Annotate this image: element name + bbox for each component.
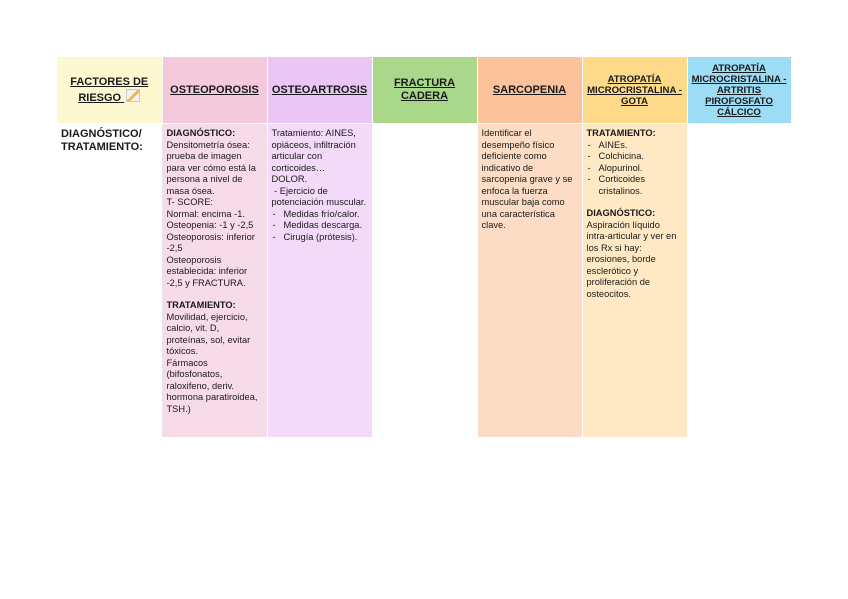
osteoporosis-cell: DIAGNÓSTICO: Densitometría ósea: prueba de imagen para ver cómo está la persona a nivel de masa ósea. T- SCORE: Normal: encima -1. Osteopenia: -1 y -2,5 Osteoporosis: inferior -2,5 Osteoporosis establecida: inferior -2,5 y FRACTURA. TRATAMIENTO: Movilidad, ejercicio, calcio, vit. D, proteínas, sol, evitar tóxicos. Fármacos (bifosfonatos, raloxifeno, deriv. hormona paratiroidea, TSH.)	[162, 124, 267, 438]
gota-diag-text: Aspiración líquido intra-articular y ver en los Rx si hay: erosiones, borde esclerótico y proliferación de osteocitos.	[586, 219, 677, 299]
row-label-cell	[57, 124, 162, 438]
list-item: - Corticoides cristalinos.	[587, 174, 683, 197]
list-item: - Alopurinol.	[587, 163, 683, 175]
tscore-line: T- SCORE:	[166, 197, 213, 207]
tscore-line: Osteoporosis establecida: inferior -2,5 y FRACTURA.	[166, 254, 248, 288]
list-item: - Cirugía (prótesis).	[272, 232, 368, 244]
tscore-line: Osteopenia: -1 y -2,5	[166, 220, 254, 230]
header-pirofosfato-label: ATROPATÍA MICROCRISTALINA - ARTRITIS PIROFOSFATO CÁLCICO	[691, 62, 787, 118]
osteoporosis-trat-text: Movilidad, ejercicio, calcio, vit. D, proteínas, sol, evitar tóxicos.	[166, 311, 251, 356]
header-gota-label: ATROPATÍA MICROCRISTALINA - GOTA	[587, 73, 682, 107]
row-label: DIAGNÓSTICO/ TRATAMIENTO:	[61, 128, 143, 153]
osteoporosis-diag-title: DIAGNÓSTICO	[166, 128, 233, 138]
header-sarcopenia-label: SARCOPENIA	[492, 83, 567, 96]
sarcopenia-text: Identificar el desempeño físico deficiente como indicativo de sarcopenia grave y se enfoca la fuerza muscular baja como una característica clave.	[481, 128, 573, 230]
header-osteoartrosis	[267, 57, 372, 124]
osteoporosis-diag-text: Densitometría ósea: prueba de imagen para ver cómo está la persona a nivel de masa ósea.	[166, 139, 256, 196]
gota-trat-title: TRATAMIENTO	[586, 128, 653, 138]
header-osteoporosis	[162, 57, 267, 124]
header-pirofosfato	[687, 57, 791, 124]
fractura-cadera-cell	[372, 124, 477, 438]
tscore-line: Osteoporosis: inferior -2,5	[166, 231, 255, 253]
osteoartrosis-intro-line: - Ejercicio de potenciación muscular.	[271, 185, 367, 207]
header-osteoartrosis-label: OSTEOARTROSIS	[271, 83, 368, 96]
header-factores-de-riesgo	[57, 57, 162, 124]
gota-trat-list	[587, 140, 683, 198]
sarcopenia-cell	[477, 124, 582, 438]
pirofosfato-cell	[687, 124, 791, 438]
memo-pencil-icon	[126, 89, 140, 102]
header-fractura-label: FRACTURA CADERA	[393, 77, 456, 102]
osteoporosis-farmacos: Fármacos (bifosfonatos, raloxifeno, deriv. hormona paratiroidea, TSH.)	[166, 357, 258, 414]
gota-cell: TRATAMIENTO: - AINEs. - Colchicina. - Alopurinol. - Corticoides cristalinos. DIAGNÓSTICO: Aspiración líquido intra-articular y ver en los Rx si hay: erosiones, borde esclerótico y proliferación de osteocitos.	[582, 124, 687, 438]
osteoartrosis-list	[272, 209, 368, 244]
list-item: - Colchicina.	[587, 151, 683, 163]
header-factores-label: FACTORES DE RIESGO	[70, 75, 149, 104]
header-row	[57, 57, 791, 124]
list-item: - AINEs.	[587, 140, 683, 152]
osteoartrosis-cell	[267, 124, 372, 438]
osteoartrosis-intro-line: Tratamiento: AINES, opiáceos, infiltración articular con corticoides…	[271, 128, 356, 173]
list-item: - Medidas descarga.	[272, 220, 368, 232]
header-osteoporosis-label: OSTEOPOROSIS	[170, 83, 259, 96]
header-gota	[582, 57, 687, 124]
diagnosis-treatment-row	[57, 124, 791, 438]
header-sarcopenia	[477, 57, 582, 124]
osteoartrosis-intro-line: DOLOR.	[271, 174, 308, 184]
risk-factors-table	[57, 57, 792, 438]
list-item: - Medidas frío/calor.	[272, 209, 368, 221]
header-fractura-cadera	[372, 57, 477, 124]
osteoporosis-trat-title: TRATAMIENTO	[166, 300, 233, 310]
tscore-line: Normal: encima -1.	[166, 208, 246, 219]
gota-diag-title: DIAGNÓSTICO	[586, 208, 653, 218]
